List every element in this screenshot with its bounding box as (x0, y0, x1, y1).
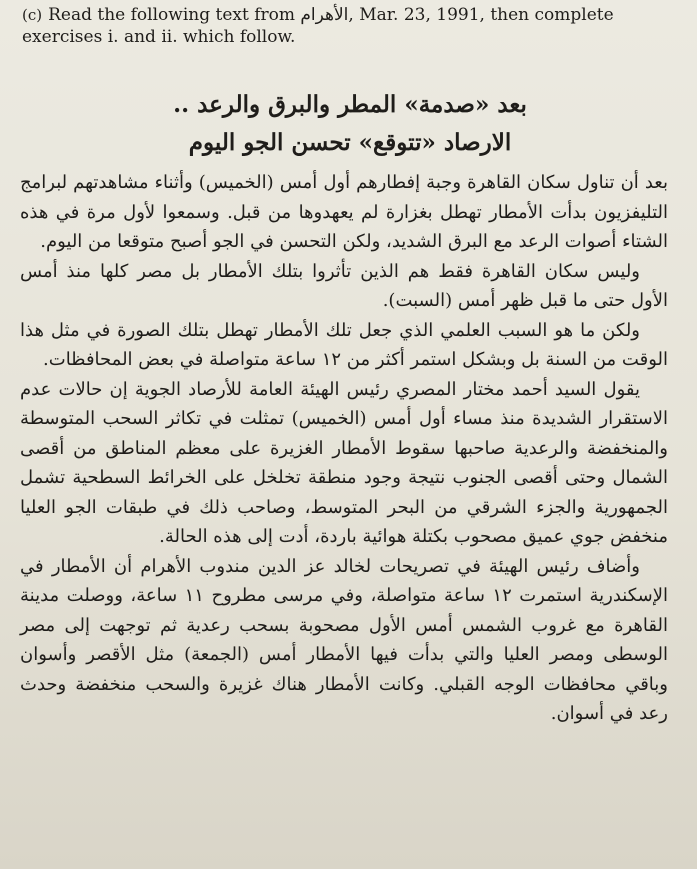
article-paragraph-1: بعد أن تناول سكان القاهرة وجبة إفطارهم أول أمس (الخميس) وأثناء مشاهدتهم لبرامج التليفزيون بدأت الأمطار تهطل بغزارة لم يعهدوها من قبل. وسمعوا لأول مرة في هذه الشتاء أصوات الرعد مع البرق الشديد، ولكن التحسن في الجو أصبح متوقعا من اليوم. (20, 172, 668, 252)
article-paragraph-3: ولكن ما هو السبب العلمي الذي جعل تلك الأمطار تهطل بتلك الصورة في مثل هذا الوقت من السنة بل وبشكل استمر أكثر من ١٢ ساعة متواصلة في بعض المحافظات. (20, 319, 668, 370)
article-title-line1: بعد «صدمة» المطر والبرق والرعد .. (173, 91, 527, 118)
article-headline (60, 88, 640, 160)
article-title-line2: الارصاد «تتوقع» تحسن الجو اليوم (188, 129, 512, 156)
article-paragraph-2: وليس سكان القاهرة فقط هم الذين تأثروا بتلك الأمطار بل مصر كلها منذ أمس الأول حتى ما قبل ظهر أمس (السبت). (20, 260, 668, 311)
exercise-instructions (22, 4, 672, 48)
article-body (20, 168, 668, 729)
article-paragraph-5: وأضاف رئيس الهيئة في تصريحات لخالد عز الدين مندوب الأهرام أن الأمطار في الإسكندرية استمرت ١٢ ساعة متواصلة، وفي مرسى مطروح ١١ ساعة، ووصلت مدينة القاهرة مع غروب الشمس أمس الأول مصحوبة بسحب رعدية ثم توجهت إلى مصر الوسطى ومصر العليا والتي بدأت فيها الأمطار أمس (الجمعة) مثل الأقصر وأسوان وباقي محافظات الوجه القبلي. وكانت الأمطار هناك غزيرة والسحب منخفضة وحدث رعد في أسوان. (20, 555, 668, 724)
article-paragraph-4: يقول السيد أحمد مختار المصري رئيس الهيئة العامة للأرصاد الجوية إن حالات عدم الاستقرار الشديدة منذ مساء أول أمس (الخميس) تمثلت في تكاثر السحب المتوسطة والمنخفضة والرعدية صاحبها سقوط الأمطار الغزيرة على معظم المناطق من أقصى الشمال وحتى أقصى الجنوب نتيجة وجود منطقة تخلخل على الخرائط السطحية تشمل الجمهورية والجزء الشرقي من البحر المتوسط، وصاحب ذلك في طبقات الجو العليا منخفض جوي عميق مصحوب بكتلة هوائية باردة، أدت إلى هذه الحالة. (20, 378, 668, 547)
exercise-text: Read the following text from الأهرام, Mar. 23, 1991, then complete exercises i. and ii. which follow. (22, 5, 614, 47)
exercise-label: (c) (22, 6, 43, 24)
